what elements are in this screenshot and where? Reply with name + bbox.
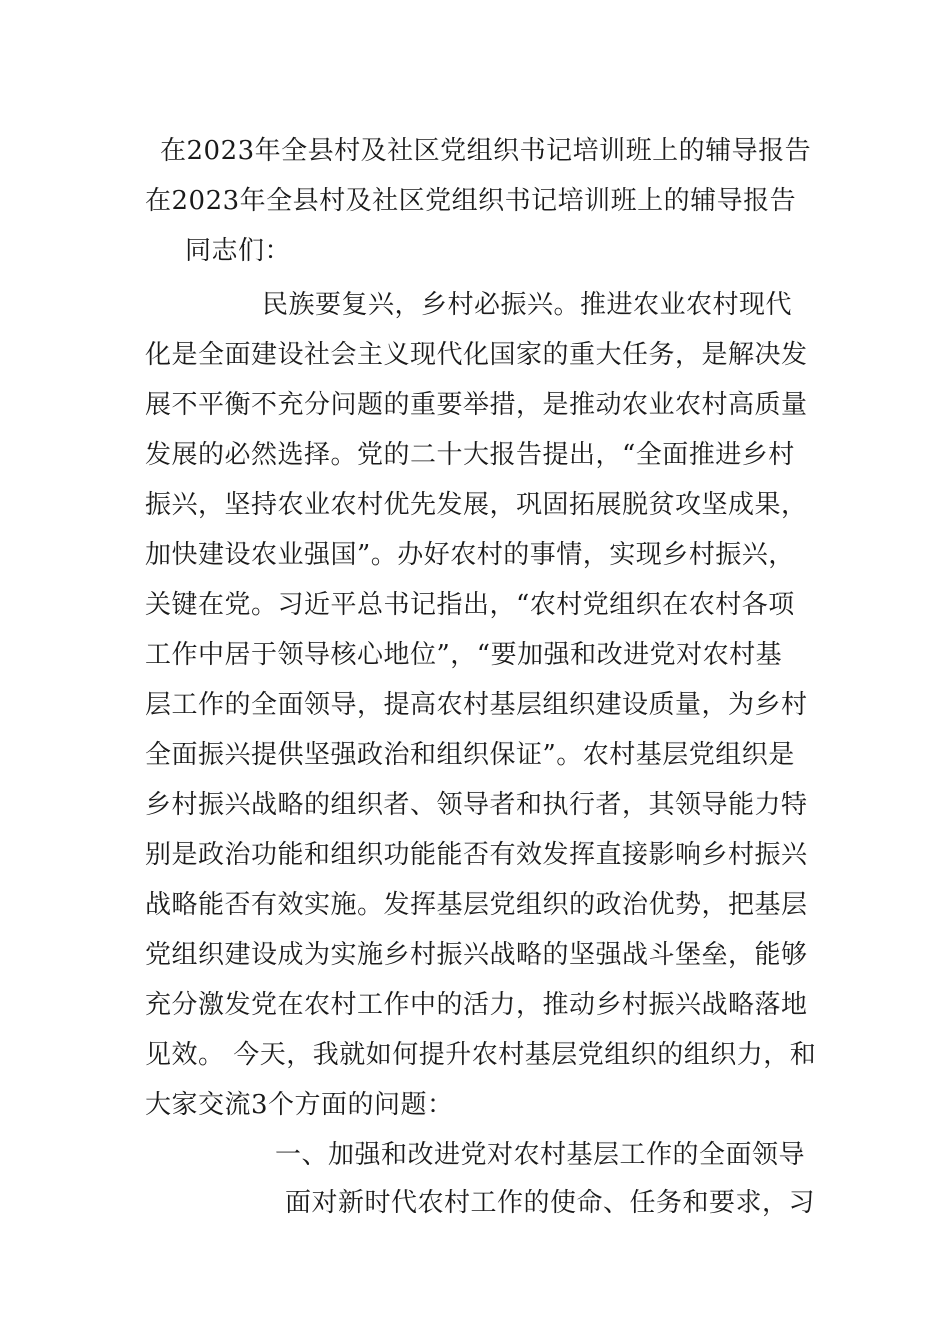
body-line: 发展的必然选择。党的二十大报告提出，“全面推进乡村: [145, 440, 795, 470]
body-line: 战略能否有效实施。发挥基层党组织的政治优势，把基层: [145, 890, 808, 920]
section-heading: 一、加强和改进党对农村基层工作的全面领导: [275, 1140, 806, 1170]
body-line: 关键在党。习近平总书记指出，“农村党组织在农村各项: [145, 590, 795, 620]
body-line: 党组织建设成为实施乡村振兴战略的坚强战斗堡垒，能够: [145, 940, 808, 970]
body-line: 层工作的全面领导，提高农村基层组织建设质量，为乡村: [145, 690, 808, 720]
body-line: 加快建设农业强国”。办好农村的事情，实现乡村振兴，: [145, 540, 795, 570]
body-line: 化是全面建设社会主义现代化国家的重大任务，是解决发: [145, 340, 808, 370]
body-line: 充分激发党在农村工作中的活力，推动乡村振兴战略落地: [145, 990, 808, 1020]
body-line: 工作中居于领导核心地位”，“要加强和改进党对农村基: [145, 640, 783, 670]
section-first-line: 面对新时代农村工作的使命、任务和要求，习: [285, 1188, 816, 1218]
body-line: 大家交流3个方面的问题：: [145, 1090, 454, 1120]
body-line: 全面振兴提供坚强政治和组织保证”。农村基层党组织是: [145, 740, 795, 770]
salutation: 同志们：: [185, 236, 292, 266]
body-line: 振兴，坚持农业农村优先发展，巩固拓展脱贫攻坚成果，: [145, 490, 808, 520]
body-line: 展不平衡不充分问题的重要举措，是推动农业农村高质量: [145, 390, 808, 420]
title-line-1: 在2023年全县村及社区党组织书记培训班上的辅导报告: [160, 136, 812, 166]
body-line: 民族要复兴，乡村必振兴。推进农业农村现代: [262, 290, 793, 320]
title-line-2: 在2023年全县村及社区党组织书记培训班上的辅导报告: [145, 186, 797, 216]
body-line: 见效。 今天，我就如何提升农村基层党组织的组织力，和: [145, 1040, 817, 1070]
body-line: 别是政治功能和组织功能能否有效发挥直接影响乡村振兴: [145, 840, 808, 870]
body-line: 乡村振兴战略的组织者、领导者和执行者，其领导能力特: [145, 790, 808, 820]
